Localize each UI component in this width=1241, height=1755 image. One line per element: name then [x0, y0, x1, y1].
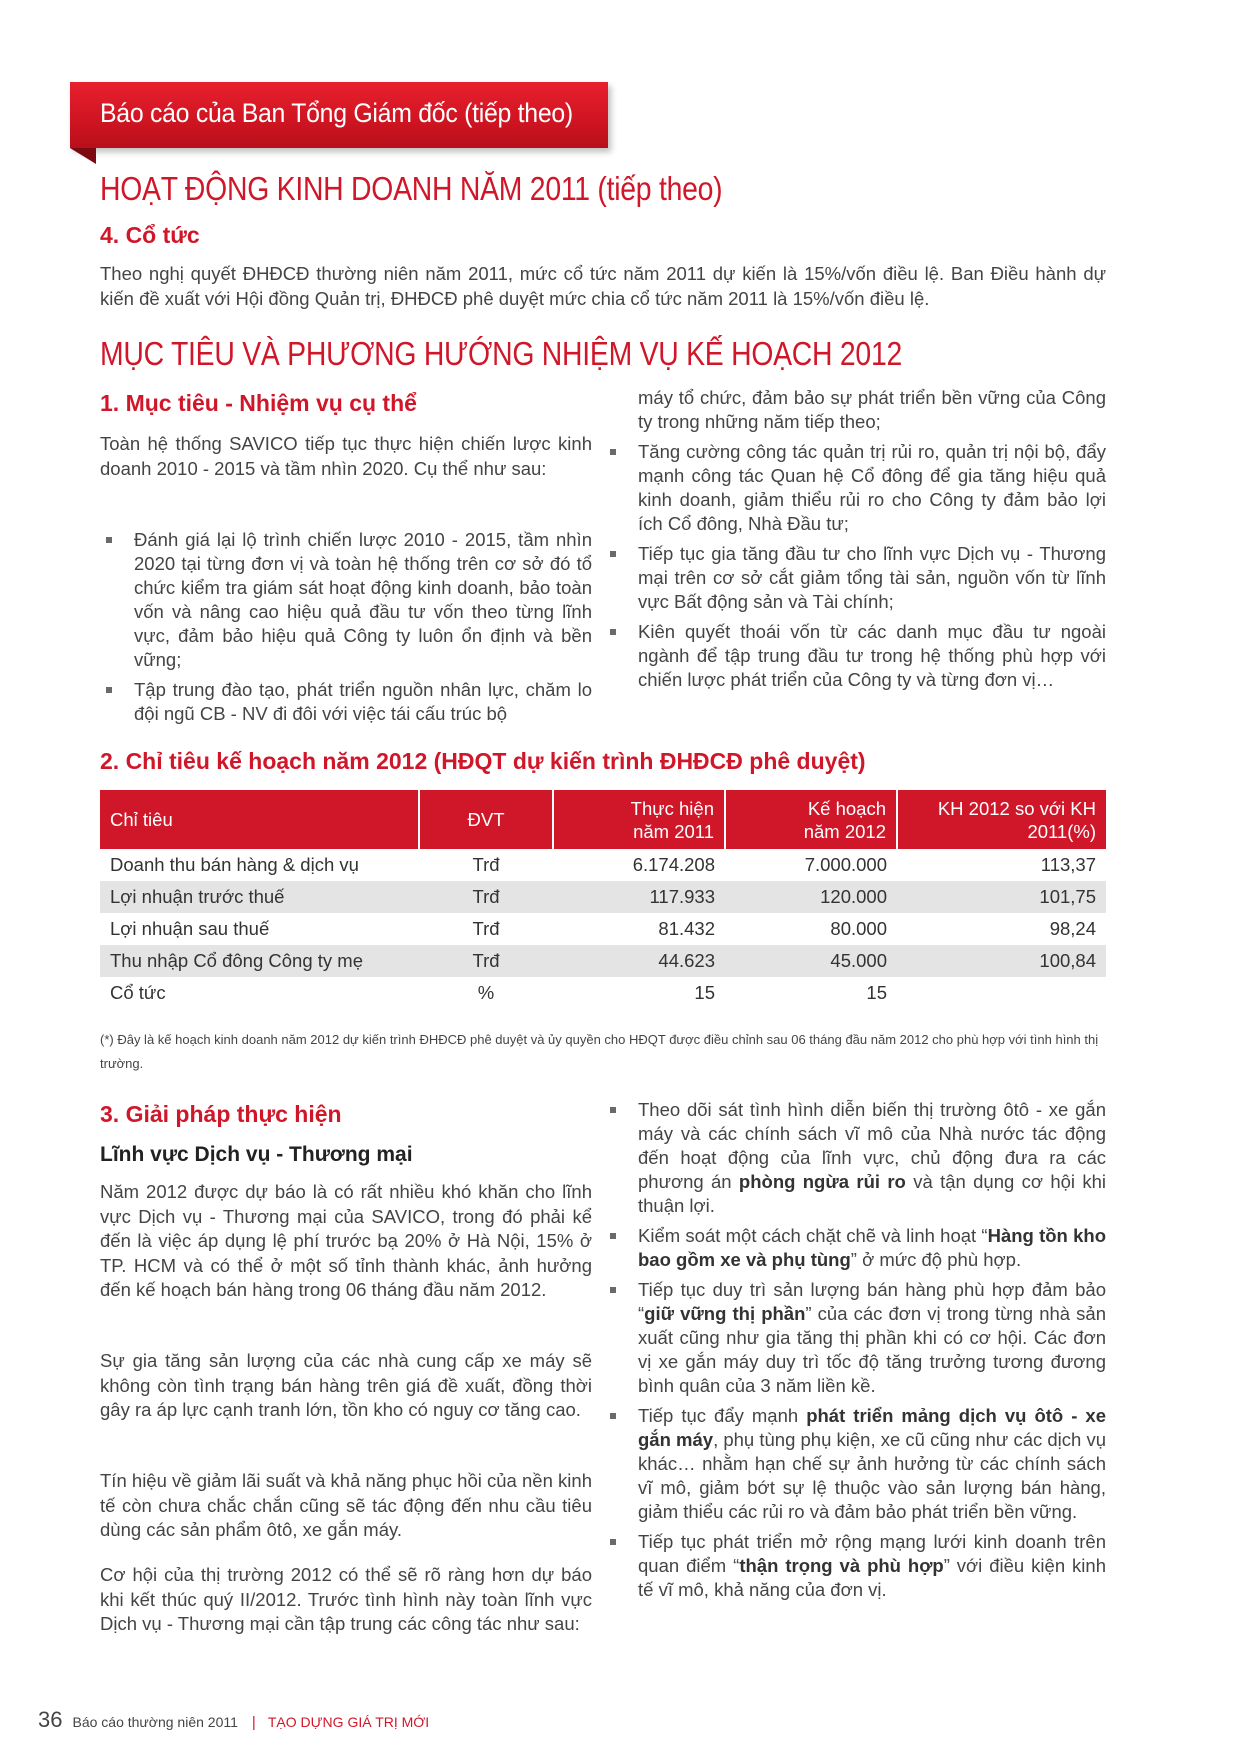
table-row — [100, 945, 1106, 977]
plan-heading: 2. Chỉ tiêu kế hoạch năm 2012 (HĐQT dự kiến trình ĐHĐCĐ phê duyệt) — [100, 748, 866, 774]
bullet-square-icon — [610, 1233, 616, 1239]
cell-unit: Trđ — [419, 881, 553, 913]
goals-heading: 1. Mục tiêu - Nhiệm vụ cụ thể — [100, 390, 417, 416]
cell-plan: 15 — [866, 982, 887, 1003]
cell-indicator: Cổ tức — [110, 982, 166, 1003]
bullet-square-icon — [610, 1287, 616, 1293]
dividend-paragraph: Theo nghị quyết ĐHĐCĐ thường niên năm 2011, mức cổ tức năm 2011 dự kiến là 15%/vốn điều lệ. Ban Điều hành dự kiến đề xuất với Hội đồng Quản trị, ĐHĐCĐ phê duyệt mức chia cổ tức năm 2011 là 15%/vốn điều lệ. — [100, 263, 1106, 309]
goals-bullets-right — [604, 440, 1106, 698]
list-item: Tiếp tục phát triển mở rộng mạng lưới kinh doanh trên quan điểm “thận trọng và phù hợp” với điều kiện kinh tế vĩ mô, khả năng của đơn vị. — [604, 1530, 1106, 1602]
cell-unit: Trđ — [419, 945, 553, 977]
solutions-bullets — [604, 1098, 1106, 1608]
list-item: Đánh giá lại lộ trình chiến lược 2010 - 2015, tầm nhìn 2020 tại từng đơn vị và toàn hệ thống trên cơ sở đó tổ chức kiểm tra giám sát hoạt động kinh doanh, bảo toàn vốn và nâng cao hiệu quả đầu tư vốn theo từng lĩnh vực, đảm bảo hiệu quả Công ty luôn ổn định và bền vững; — [100, 528, 592, 672]
cell-unit: Trđ — [472, 918, 500, 939]
banner-title: Báo cáo của Ban Tổng Giám đốc (tiếp theo) — [100, 98, 573, 128]
bullet-square-icon — [610, 449, 616, 455]
section-banner — [70, 82, 608, 148]
cell-unit: % — [477, 982, 495, 1003]
cell-plan: 80.000 — [830, 918, 887, 939]
bullet-square-icon — [610, 1413, 616, 1419]
cell-indicator: Lợi nhuận trước thuế — [100, 881, 419, 913]
col-header-indicator: Chỉ tiêu — [100, 790, 419, 849]
bullet-square-icon — [610, 629, 616, 635]
list-item: Tiếp tục duy trì sản lượng bán hàng phù hợp đảm bảo “giữ vững thị phần” của các đơn vị trong từng nhà sản xuất cũng như gia tăng thị phần khi có cơ hội. Các đơn vị xe gắn máy duy trì tốc độ tăng trưởng tương đương bình quân của 3 năm liền kề. — [604, 1278, 1106, 1398]
table-row — [100, 881, 1106, 913]
list-item: Kiên quyết thoái vốn từ các danh mục đầu tư ngoài ngành để tập trung đầu tư trong hệ thống phù hợp với chiến lược phát triển của Công ty và từng đơn vị… — [604, 620, 1106, 692]
cell-actual: 15 — [694, 982, 715, 1003]
cell-actual: 6.174.208 — [632, 854, 715, 875]
list-item: Tập trung đào tạo, phát triển nguồn nhân lực, chăm lo đội ngũ CB - NV đi đôi với việc tái cấu trúc bộ — [100, 678, 592, 726]
section-heading-plan-2012: MỤC TIÊU VÀ PHƯƠNG HƯỚNG NHIỆM VỤ KẾ HOẠCH 2012 — [100, 335, 903, 372]
list-item: Kiểm soát một cách chặt chẽ và linh hoạt “Hàng tồn kho bao gồm xe và phụ tùng” ở mức độ phù hợp. — [604, 1224, 1106, 1272]
list-item: Tăng cường công tác quản trị rủi ro, quản trị nội bộ, đẩy mạnh công tác Quan hệ Cổ đông để gia tăng hiệu quả kinh doanh, giảm thiểu rủi ro cho Công ty đảm bảo lợi ích Cổ đông, Nhà Đầu tư; — [604, 440, 1106, 536]
bullet-square-icon — [610, 1539, 616, 1545]
cell-ratio — [897, 977, 1106, 1009]
solutions-paragraph-1: Năm 2012 được dự báo là có rất nhiều khó khăn cho lĩnh vực Dịch vụ - Thương mại của SAVICO, trong đó phải kể đến là việc áp dụng lệ phí trước bạ 20% ở Hà Nội, 15% ở TP. HCM và có thể ở một số tỉnh thành khác, ảnh hưởng đến kế hoạch bán hàng trong 06 tháng đầu năm 2012. — [100, 1181, 592, 1300]
cell-plan: 120.000 — [725, 881, 897, 913]
solutions-heading: 3. Giải pháp thực hiện — [100, 1101, 342, 1127]
list-item: Theo dõi sát tình hình diễn biến thị trường ôtô - xe gắn máy và các chính sách vĩ mô của Nhà nước tác động đến hoạt động của lĩnh vực, chủ động đưa ra các phương án phòng ngừa rủi ro và tận dụng cơ hội khi thuận lợi. — [604, 1098, 1106, 1218]
page-number: 36 — [38, 1707, 63, 1732]
cell-actual: 117.933 — [553, 881, 725, 913]
cell-indicator: Thu nhập Cổ đông Công ty mẹ — [100, 945, 419, 977]
cell-actual: 81.432 — [658, 918, 715, 939]
solutions-paragraph-3: Tín hiệu về giảm lãi suất và khả năng phục hồi của nền kinh tế còn chưa chắc chắn cũng sẽ tác động đến nhu cầu tiêu dùng các sản phẩm ôtô, xe gắn máy. — [100, 1470, 592, 1540]
cell-actual: 44.623 — [553, 945, 725, 977]
page-footer — [38, 1707, 429, 1733]
goals-continuation: máy tổ chức, đảm bảo sự phát triển bền vững của Công ty trong những năm tiếp theo; — [638, 387, 1106, 432]
cell-unit: Trđ — [472, 854, 500, 875]
cell-ratio: 113,37 — [1040, 854, 1096, 875]
footer-separator: | — [251, 1714, 256, 1731]
table-row — [100, 849, 1106, 881]
cell-ratio: 98,24 — [1049, 918, 1096, 939]
bullet-square-icon — [106, 687, 112, 693]
table-header-row — [100, 790, 1106, 849]
col-header-plan-2012: Kế hoạch năm 2012 — [725, 790, 897, 849]
solutions-paragraph-2: Sự gia tăng sản lượng của các nhà cung cấp xe máy sẽ không còn tình trạng bán hàng trên giá đề xuất, đồng thời gây ra áp lực cạnh tranh lớn, tồn kho có nguy cơ tăng cao. — [100, 1350, 592, 1420]
list-item: Tiếp tục gia tăng đầu tư cho lĩnh vực Dịch vụ - Thương mại trên cơ sở cắt giảm tổng tài sản, nguồn vốn từ lĩnh vực Bất động sản và Tài chính; — [604, 542, 1106, 614]
cell-ratio: 100,84 — [897, 945, 1106, 977]
cell-ratio: 101,75 — [897, 881, 1106, 913]
list-item: Tiếp tục đẩy mạnh phát triển mảng dịch vụ ôtô - xe gắn máy, phụ tùng phụ kiện, xe cũ cũng như các dịch vụ khác… nhằm hạn chế sự ảnh hưởng từ các chính sách vĩ mô, giảm bớt sự lệ thuộc vào sản lượng bán hàng, giảm thiểu các rủi ro và đảm bảo phát triển bền vững. — [604, 1404, 1106, 1524]
bullet-square-icon — [610, 1107, 616, 1113]
banner-fold-decoration — [70, 148, 96, 164]
section-heading-business-2011: HOẠT ĐỘNG KINH DOANH NĂM 2011 (tiếp theo) — [100, 170, 723, 207]
bullet-square-icon — [610, 551, 616, 557]
goals-intro: Toàn hệ thống SAVICO tiếp tục thực hiện chiến lược kinh doanh 2010 - 2015 và tầm nhìn 2020. Cụ thể như sau: — [100, 433, 592, 479]
cell-indicator: Doanh thu bán hàng & dịch vụ — [110, 854, 359, 875]
footer-slogan: TẠO DỰNG GIÁ TRỊ MỚI — [267, 1714, 430, 1730]
col-header-actual-2011: Thực hiện năm 2011 — [553, 790, 725, 849]
dividend-heading: 4. Cổ tức — [100, 222, 200, 248]
report-name: Báo cáo thường niên 2011 — [72, 1714, 238, 1730]
cell-plan: 45.000 — [725, 945, 897, 977]
table-row — [100, 977, 1106, 1009]
col-header-ratio: KH 2012 so với KH 2011(%) — [897, 790, 1106, 849]
solutions-subheading: Lĩnh vực Dịch vụ - Thương mại — [100, 1143, 413, 1166]
col-header-unit: ĐVT — [419, 790, 553, 849]
cell-plan: 7.000.000 — [804, 854, 887, 875]
plan-footnote: (*) Đây là kế hoạch kinh doanh năm 2012 dự kiến trình ĐHĐCĐ phê duyệt và ủy quyền cho HĐQT được điều chỉnh sau 06 tháng đầu năm 2012 cho phù hợp với tình hình thị trường. — [100, 1032, 1099, 1071]
bullet-square-icon — [106, 537, 112, 543]
cell-indicator: Lợi nhuận sau thuế — [110, 918, 270, 939]
goals-bullets-left — [100, 528, 592, 732]
plan-table — [100, 790, 1106, 1009]
solutions-paragraph-4: Cơ hội của thị trường 2012 có thể sẽ rõ ràng hơn dự báo khi kết thúc quý II/2012. Trước tình hình này toàn lĩnh vực Dịch vụ - Thương mại cần tập trung các công tác như sau: — [100, 1564, 592, 1634]
table-row — [100, 913, 1106, 945]
